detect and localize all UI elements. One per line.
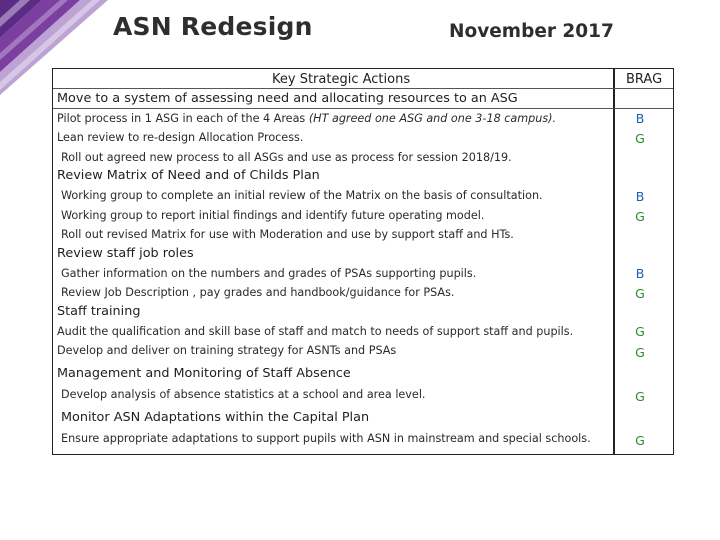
list-item: Develop analysis of absence statistics at a school and area level. [61,388,426,401]
status-badge: B [635,266,645,281]
list-item: Gather information on the numbers and grades of PSAs supporting pupils. [61,267,477,280]
list-item: Review Job Description , pay grades and handbook/guidance for PSAs. [61,286,455,299]
list-item: Develop and deliver on training strategy for ASNTs and PSAs [57,344,397,357]
status-badge: G [635,324,645,339]
status-badge: G [635,209,645,224]
status-badge: G [635,131,645,146]
list-item: Audit the qualification and skill base of staff and match to needs of support staff and pupils. [57,325,574,338]
section-heading: Management and Monitoring of Staff Absence [57,366,351,381]
list-item: Pilot process in 1 ASG in each of the 4 Areas (HT agreed one ASG and one 3-18 campus). [57,112,557,125]
list-item: Lean review to re-design Allocation Process. [57,131,304,144]
header-rule [53,88,673,89]
list-item: Roll out agreed new process to all ASGs and use as process for session 2018/19. [61,151,512,164]
page-date: November 2017 [449,21,614,42]
section-heading: Monitor ASN Adaptations within the Capital Plan [61,410,370,425]
section-heading: Staff training [57,304,141,319]
list-item: Roll out revised Matrix for use with Moderation and use by support staff and HTs. [61,228,514,241]
status-badge: B [635,189,645,204]
section-heading: Review Matrix of Need and of Childs Plan [57,168,320,183]
section-heading: Review staff job roles [57,246,194,261]
status-badge: G [635,389,645,404]
column-divider [613,69,615,454]
status-badge: G [635,286,645,301]
status-badge: G [635,345,645,360]
section-rule [53,108,673,109]
status-badge: G [635,433,645,448]
table-header: Key Strategic Actions [272,72,411,87]
list-item: Working group to report initial findings and identify future operating model. [61,209,485,222]
list-item: Ensure appropriate adaptations to support pupils with ASN in mainstream and special schools. [61,432,591,445]
section-heading: Move to a system of assessing need and allocating resources to an ASG [57,91,518,106]
actions-table [52,68,674,455]
status-badge: B [635,111,645,126]
list-item: Working group to complete an initial review of the Matrix on the basis of consultation. [61,189,543,202]
brag-header: BRAG [626,72,663,87]
page-title: ASN Redesign [113,12,313,41]
